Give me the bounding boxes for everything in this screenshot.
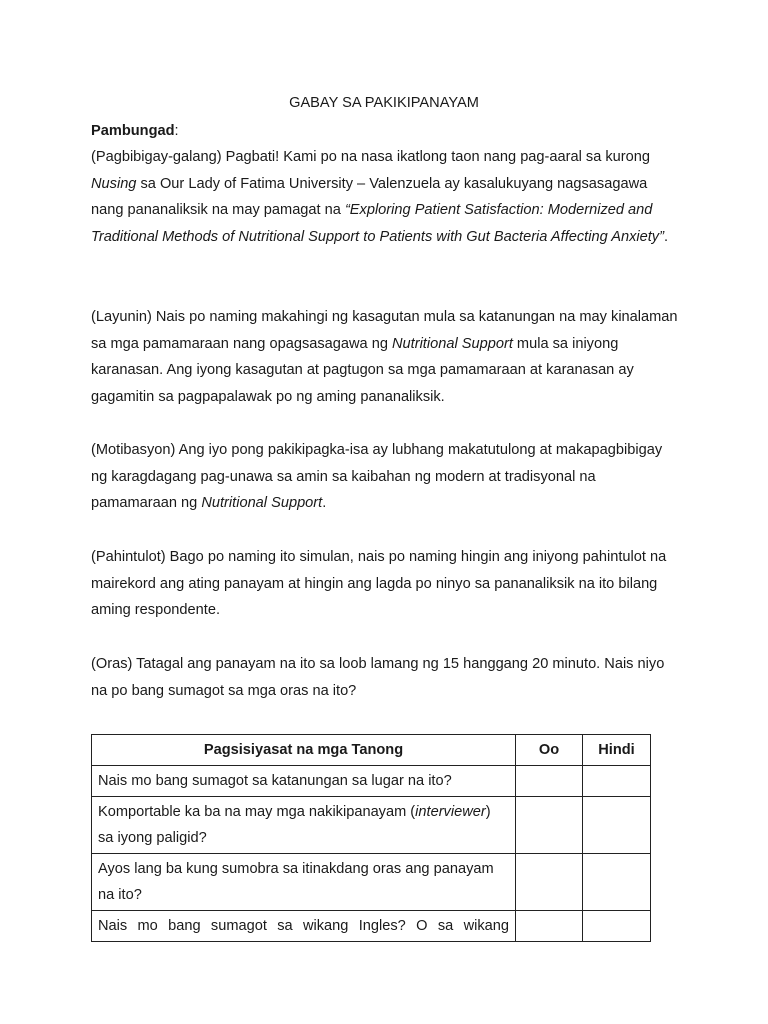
header-hindi: Hindi: [583, 735, 651, 766]
p1-text-course: Nusing: [91, 175, 137, 192]
table-row: [92, 766, 651, 797]
paragraph-motibasyon: [91, 437, 681, 517]
pambungad-colon: :: [174, 123, 179, 139]
p2-text-c: mula sa iniyong karanasan. Ang iyong kasagutan at pagtugon sa mga pamamaraan at karanasan ay gagamitin sa pagpapalawak po ng aming pananaliksik.: [91, 335, 634, 405]
p1-text-a: (Pagbibigay-galang) Pagbati! Kami po na nasa ikatlong taon nang pag-aaral sa kurong: [91, 149, 650, 165]
table-row: [92, 854, 651, 911]
oo-answer-cell[interactable]: [516, 766, 583, 797]
pambungad-label: Pambungad: [91, 123, 175, 139]
p1-research-title: “Exploring Patient Satisfaction: Modernized and Traditional Methods of Nutritional Support to Patients with Gut Bacteria Affecting Anxiety”: [91, 202, 664, 245]
p1-text-e: .: [663, 228, 669, 245]
hindi-answer-cell[interactable]: [583, 911, 651, 942]
document-title: GABAY SA PAKIKIPANAYAM: [289, 95, 479, 111]
question-cell: Nais mo bang sumagot sa katanungan sa lugar na ito?: [92, 766, 516, 797]
table-row: [92, 911, 651, 942]
oo-answer-cell[interactable]: [516, 797, 583, 854]
p3-text-nutritional-support: Nutritional Support: [201, 495, 323, 512]
header-oo: Oo: [516, 735, 583, 766]
paragraph-pahintulot: (Pahintulot) Bago po naming ito simulan, nais po naming hingin ang iniyong pahintulot na mairekord ang ating panayam at hingin ang lagda po ninyo sa pananaliksik na ito bilang aming respondente.: [91, 549, 667, 619]
question-cell: Komportable ka ba na may mga nakikipanayam (interviewer) sa iyong paligid?: [92, 797, 516, 854]
paragraph-oras: (Oras) Tatagal ang panayam na ito sa loob lamang ng 15 hanggang 20 minuto. Nais niyo na po bang sumagot sa mga oras na ito?: [91, 656, 665, 699]
screening-questions-table: [91, 734, 651, 942]
p1-text-c: sa Our Lady of Fatima University – Valenzuela ay kasalukuyang nagsasagawa nang pananaliksik na may pamagat na: [91, 175, 648, 219]
hindi-answer-cell[interactable]: [583, 766, 651, 797]
p2-text-a: (Layunin) Nais po naming makahingi ng kasagutan mula sa katanungan na may kinalaman sa mga pamamaraan nang opagsasagawa ng: [91, 309, 678, 352]
paragraph-layunin: [91, 304, 681, 410]
table-row: [92, 797, 651, 854]
table-header-row: [92, 735, 651, 766]
p2-text-nutritional-support: Nutritional Support: [392, 335, 513, 352]
oo-answer-cell[interactable]: [516, 854, 583, 911]
pambungad-heading: [91, 118, 681, 145]
hindi-answer-cell[interactable]: [583, 797, 651, 854]
p3-text-a: (Motibasyon) Ang iyo pong pakikipagka-isa ay lubhang makatutulong at makapagbibigay ng karagdagang pag-unawa sa amin sa kaibahan ng modern at tradisyonal na pamamaraan ng: [91, 442, 663, 512]
oo-answer-cell[interactable]: [516, 911, 583, 942]
question-cell: Nais mo bang sumagot sa wikang Ingles? O sa wikang: [92, 911, 516, 942]
hindi-answer-cell[interactable]: [583, 854, 651, 911]
header-questions: Pagsisiyasat na mga Tanong: [92, 735, 516, 766]
p3-text-c: .: [322, 495, 327, 512]
question-cell: Ayos lang ba kung sumobra sa itinakdang oras ang panayam na ito?: [92, 854, 516, 911]
paragraph-pagbibigay-galang: [91, 144, 681, 250]
